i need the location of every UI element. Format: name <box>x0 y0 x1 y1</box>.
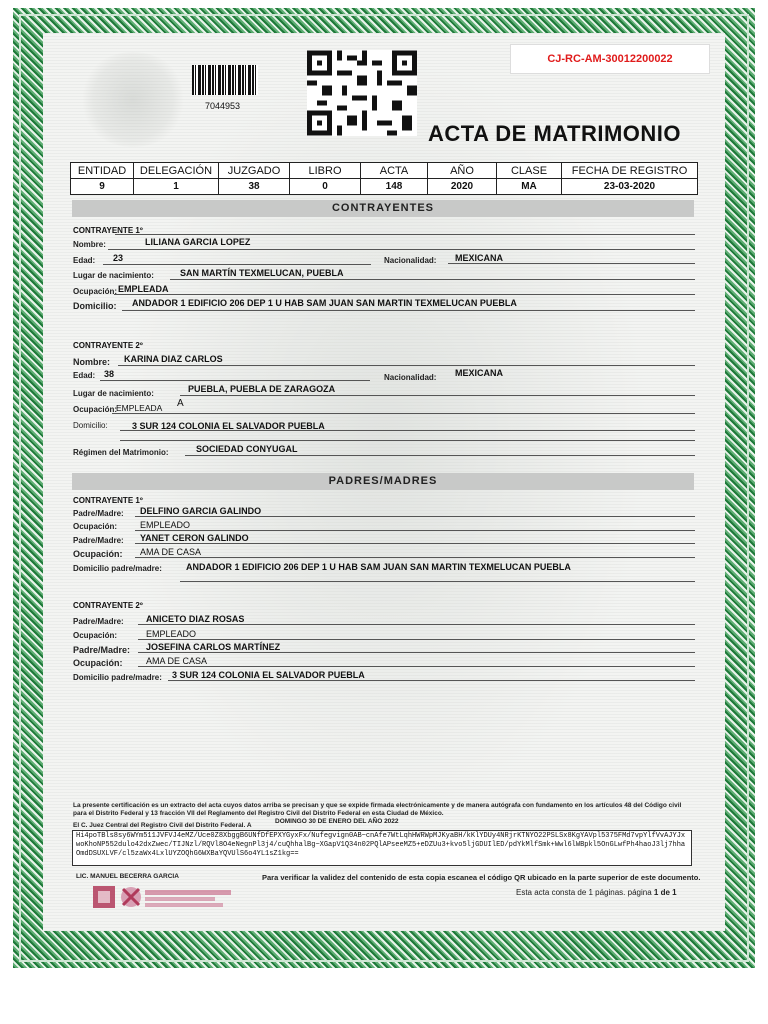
rule <box>135 530 695 531</box>
padres-c2-padre2-label: Padre/Madre: <box>73 645 131 655</box>
c1-nacionalidad-label: Nacionalidad: <box>384 256 437 265</box>
padres-c2-padre1: ANICETO DIAZ ROSAS <box>146 614 245 624</box>
c1-nombre-label: Nombre: <box>73 240 106 249</box>
padres-c2-domicilio: 3 SUR 124 COLONIA EL SALVADOR PUEBLA <box>172 670 365 680</box>
registry-values-row <box>71 179 698 195</box>
padres-c2-domicilio-label: Domicilio padre/madre: <box>73 673 162 682</box>
padres-c2-ocup1: EMPLEADO <box>146 629 197 639</box>
page-count-prefix: Esta acta consta de 1 páginas. página <box>516 888 652 897</box>
value-libro: 0 <box>290 179 361 195</box>
rule <box>120 440 695 441</box>
c1-lugar-label: Lugar de nacimiento: <box>73 271 154 280</box>
c1-edad: 23 <box>113 253 124 263</box>
padres-c2-ocup1-label: Ocupación: <box>73 631 118 640</box>
registry-header-row <box>71 163 698 179</box>
padres-c2-padre2: JOSEFINA CARLOS MARTÍNEZ <box>146 642 281 652</box>
juez-line: El C. Juez Central del Registro Civil del Distrito Federal. A <box>73 822 252 829</box>
c2-edad-label: Edad: <box>73 371 96 380</box>
padres-c2-heading: CONTRAYENTE 2º <box>73 601 143 610</box>
c1-ocupacion: EMPLEADA <box>118 284 169 294</box>
rule <box>180 581 695 582</box>
c2-ocupacion-label: Ocupación: <box>73 405 118 414</box>
rule <box>180 395 695 396</box>
registry-table <box>70 162 698 195</box>
c2-ocupacion-extra: A <box>177 398 184 409</box>
rule <box>112 413 695 414</box>
c1-nacionalidad: MEXICANA <box>455 253 504 263</box>
padres-c2-ocup2: AMA DE CASA <box>146 656 208 666</box>
c2-domicilio-label: Domicilio: <box>73 421 108 430</box>
value-entidad: 9 <box>71 179 134 195</box>
c2-nombre: KARINA DIAZ CARLOS <box>124 354 223 364</box>
section-contrayentes: CONTRAYENTES <box>72 200 694 217</box>
value-anio: 2020 <box>428 179 497 195</box>
c2-nacionalidad-label: Nacionalidad: <box>384 373 437 382</box>
rule <box>185 455 695 456</box>
header-clase: CLASE <box>497 163 562 179</box>
header-delegacion: DELEGACIÓN <box>134 163 219 179</box>
padres-c2-padre1-label: Padre/Madre: <box>73 617 124 626</box>
value-delegacion: 1 <box>134 179 219 195</box>
rule <box>120 430 695 431</box>
regimen-value: SOCIEDAD CONYUGAL <box>196 444 298 454</box>
c1-domicilio: ANDADOR 1 EDIFICIO 206 DEP 1 U HAB SAM JUAN SAN MARTIN TEXMELUCAN PUEBLA <box>132 298 517 308</box>
rule <box>448 263 695 264</box>
padres-c1-domicilio: ANDADOR 1 EDIFICIO 206 DEP 1 U HAB SAM JUAN SAN MARTIN TEXMELUCAN PUEBLA <box>186 562 571 572</box>
legal-text: La presente certificación es un extracto del acta cuyos datos arriba se precisan y que se expide firmada electrónicamente y de manera autógrafa con fundamento en los artículos 48 del Código civil para el Distrito Federal y 13 fracción VII del Reglamento del Registro Civil del Distrito Federal en esta Ciudad de México. <box>73 802 682 817</box>
section-padres: PADRES/MADRES <box>72 473 694 490</box>
padres-c1-padre1: DELFINO GARCIA GALINDO <box>140 506 262 516</box>
padres-c1-padre2-label: Padre/Madre: <box>73 536 124 545</box>
padres-c1-padre1-label: Padre/Madre: <box>73 509 124 518</box>
c2-edad: 38 <box>104 369 115 379</box>
padres-c1-ocup2: AMA DE CASA <box>140 547 202 557</box>
verify-text: Para verificar la validez del contenido de esta copia escanea el código QR ubicado en la parte superior de este documento. <box>262 873 701 882</box>
c1-edad-label: Edad: <box>73 256 96 265</box>
rule <box>138 624 695 625</box>
value-acta: 148 <box>361 179 428 195</box>
rule <box>103 264 371 265</box>
c2-lugar: PUEBLA, PUEBLA DE ZARAGOZA <box>188 384 336 394</box>
header-anio: AÑO <box>428 163 497 179</box>
rule <box>114 294 695 295</box>
barcode-number: 7044953 <box>205 101 241 111</box>
regimen-label: Régimen del Matrimonio: <box>73 448 169 457</box>
rule <box>115 234 695 235</box>
barcode <box>192 65 258 95</box>
rule <box>168 680 695 681</box>
rule <box>100 380 370 381</box>
rule <box>135 557 695 558</box>
page-count-value: 1 de 1 <box>653 888 677 897</box>
padres-c1-heading: CONTRAYENTE 1º <box>73 496 143 505</box>
rule <box>135 516 695 517</box>
c1-ocupacion-label: Ocupación: <box>73 287 118 296</box>
rule <box>138 652 695 653</box>
padres-c1-domicilio-label: Domicilio padre/madre: <box>73 564 162 573</box>
value-juzgado: 38 <box>219 179 290 195</box>
header-libro: LIBRO <box>290 163 361 179</box>
signer-name: LIC. MANUEL BECERRA GARCIA <box>76 873 179 880</box>
c2-domicilio: 3 SUR 124 COLONIA EL SALVADOR PUEBLA <box>132 421 325 431</box>
page-title: ACTA DE MATRIMONIO <box>428 121 682 146</box>
qr-code[interactable] <box>307 50 417 136</box>
page-count <box>516 888 677 897</box>
value-fecha-registro: 23-03-2020 <box>562 179 698 195</box>
c2-nombre-label: Nombre: <box>73 357 111 367</box>
contrayente-1-heading: CONTRAYENTE 1º <box>73 226 143 235</box>
rule <box>108 249 695 250</box>
c2-ocupacion: EMPLEADA <box>116 403 163 413</box>
rule <box>138 666 695 667</box>
value-clase: MA <box>497 179 562 195</box>
c1-nombre: LILIANA GARCIA LOPEZ <box>145 237 251 247</box>
rule <box>118 365 695 366</box>
padres-c2-ocup2-label: Ocupación: <box>73 658 123 668</box>
rule <box>135 543 695 544</box>
digital-signature-box: Hi4poTBls8sy6WYm511JVFVJ4eMZ/Uce0Z8XbggB6UNfDfEPXYGyxFx/Nufegvign0AB~cnAfe7WtLqhHWRWpMJKyaBH/kKlYDUy4NRjrKTNYO22PSLSx8KgYAVpl5375FMd7vpYlfVvAJYJxwoKhoNP552dulo42dxZwec/TIJNzl/RQVl8O4eNegnPl3j4/cuQhhalBg~XGapV1Q34n02PQlAPseeMZ5+eDZUu3+kvo5ljGDUIlED/pdYkMlfSmk+Wwl6lWBpkl5OnGLwfPh4haoJ3lj7hhaOmdDSUXLVF/cl5zaWx4LxlUYZOQhG6WXBaYQVUlS6o4YL1sZ1kg== <box>72 830 692 866</box>
padres-c1-ocup1-label: Ocupación: <box>73 522 118 531</box>
header-acta: ACTA <box>361 163 428 179</box>
date-line: DOMINGO 30 DE ENERO DEL AÑO 2022 <box>275 818 399 825</box>
certificate-id: CJ-RC-AM-30012200022 <box>510 44 710 74</box>
c2-nacionalidad: MEXICANA <box>455 368 504 378</box>
rule <box>170 279 695 280</box>
rule <box>122 310 695 311</box>
c1-lugar: SAN MARTÍN TEXMELUCAN, PUEBLA <box>180 268 344 278</box>
padres-c1-padre2: YANET CERON GALINDO <box>140 533 249 543</box>
c2-lugar-label: Lugar de nacimiento: <box>73 389 154 398</box>
contrayente-2-heading: CONTRAYENTE 2º <box>73 341 143 350</box>
header-entidad: ENTIDAD <box>71 163 134 179</box>
cdmx-logo <box>93 884 233 910</box>
header-fecha-registro: FECHA DE REGISTRO <box>562 163 698 179</box>
padres-c1-ocup2-label: Ocupación: <box>73 549 123 559</box>
c1-domicilio-label: Domicilio: <box>73 301 117 311</box>
header-juzgado: JUZGADO <box>219 163 290 179</box>
rule <box>138 639 695 640</box>
national-seal-watermark <box>78 52 188 147</box>
padres-c1-ocup1: EMPLEADO <box>140 520 191 530</box>
